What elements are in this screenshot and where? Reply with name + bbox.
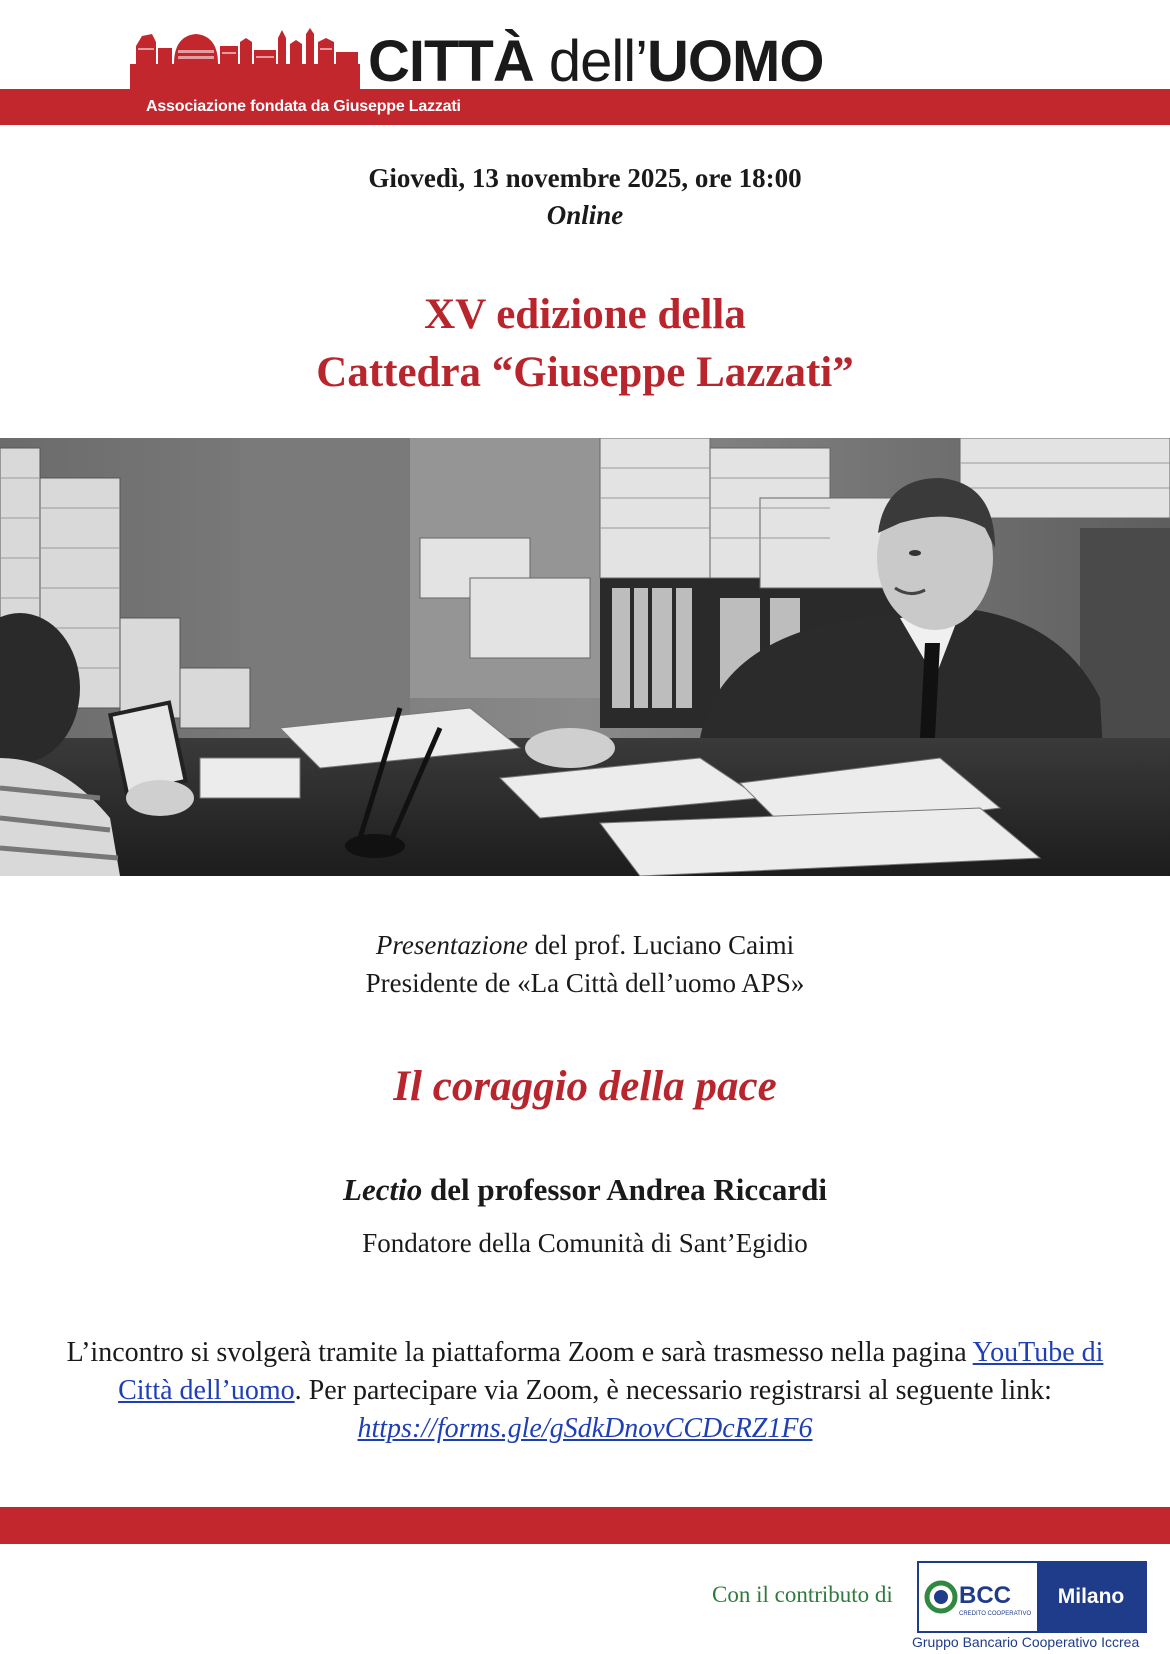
header-tagline: Associazione fondata da Giuseppe Lazzati [146, 98, 461, 115]
brand-citta: CITTÀ [368, 29, 534, 94]
event-mode: Online [546, 200, 624, 230]
youtube-link[interactable]: YouTube di Città dell’uomo [118, 1337, 1104, 1406]
info-text-1: L’incontro si svolgerà tramite la piattaforma Zoom e sarà trasmesso nella pagina [66, 1337, 973, 1368]
event-info [60, 1334, 1110, 1448]
info-text-2: . Per partecipare via Zoom, è necessario registrarsi al seguente link: [294, 1375, 1052, 1406]
lecture-speaker: del professor Andrea Riccardi [422, 1172, 827, 1207]
lazzati-photo [0, 438, 1170, 876]
lecture-title: Il coraggio della pace [393, 1063, 777, 1110]
presentation-role: Presidente de «La Città dell’uomo APS» [365, 968, 805, 998]
brand-uomo: UOMO [647, 29, 824, 94]
bcc-milano-text: Milano [1037, 1563, 1145, 1631]
bcc-small-text: CREDITO COOPERATIVO [959, 1611, 1032, 1617]
event-title-line1: XV edizione della [424, 291, 746, 338]
bcc-text: BCC [959, 1582, 1011, 1609]
event-date-time: Giovedì, 13 novembre 2025, ore 18:00 [368, 163, 802, 193]
presentation-label: Presentazione [375, 930, 528, 960]
brand-title [368, 30, 823, 94]
bcc-subtitle: Gruppo Bancario Cooperativo Iccrea [912, 1634, 1140, 1650]
lecture-speaker-line [0, 1172, 1170, 1208]
registration-form-link[interactable]: https://forms.gle/gSdkDnovCCDcRZ1F6 [357, 1413, 813, 1444]
brand-dell: dell’ [548, 29, 648, 94]
presentation-line [0, 930, 1170, 961]
city-skyline-logo [130, 28, 360, 90]
lecture-label: Lectio [343, 1172, 423, 1207]
event-title-line2: Cattedra “Giuseppe Lazzati” [316, 349, 854, 396]
presentation-text: del prof. Luciano Caimi [527, 930, 795, 960]
bcc-mark [919, 1563, 1037, 1631]
lecture-speaker-role: Fondatore della Comunità di Sant’Egidio [362, 1228, 808, 1258]
footer-band [0, 1507, 1170, 1544]
bcc-milano-logo [917, 1561, 1147, 1633]
sponsor-label: Con il contributo di [712, 1582, 893, 1607]
